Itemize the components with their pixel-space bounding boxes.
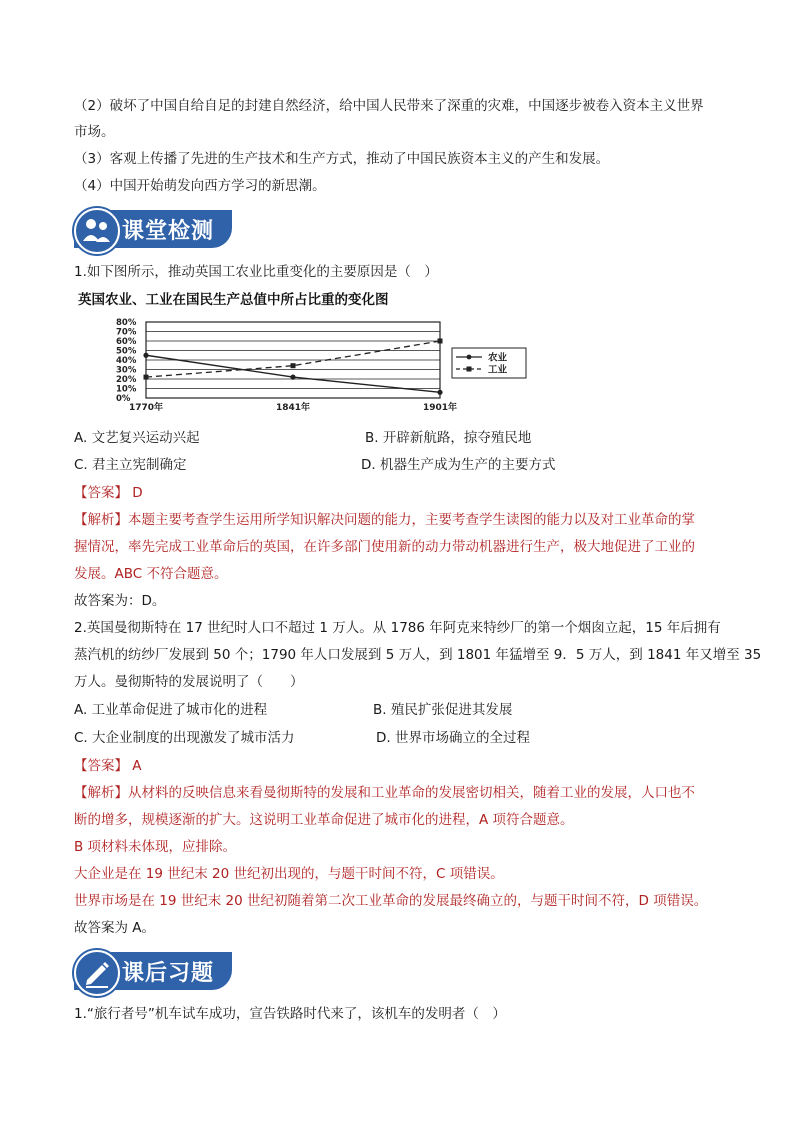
analysis-tag: 【解析】: [74, 512, 128, 528]
q1-analysis-text-1: 本题主要考查学生运用所学知识解决问题的能力，主要考查学生读图的能力以及对工业革命的掌: [128, 512, 695, 528]
q2-analysis-5: 世界市场是在 19 世纪末 20 世纪初随着第二次工业革命的发展最终确立的，与题干时间不符，D 项错误。: [74, 893, 708, 909]
q2-stem-3: 万人。曼彻斯特的发展说明了（ ）: [74, 674, 304, 690]
x-tick-label: 1841年: [275, 403, 311, 413]
q1-analysis-1: [74, 510, 695, 530]
section-title: 课堂检测: [122, 219, 215, 244]
x-tick-label: 1770年: [128, 403, 164, 413]
legend-label: 农业: [488, 352, 508, 364]
people-icon: [74, 208, 120, 254]
data-point: [290, 375, 295, 380]
legend-label: 工业: [488, 364, 508, 376]
data-point: [438, 339, 443, 344]
q2-answer: A: [132, 758, 142, 774]
answer-tag: 【答案】: [74, 485, 128, 501]
y-tick-label: 10%: [116, 384, 137, 395]
q2-stem-2: 蒸汽机的纺纱厂发展到 50 个；1790 年人口发展到 5 万人，到 1801 年猛增至 9．5 万人，到 1841 年又增至 35: [74, 647, 762, 663]
q1-stem: 1.如下图所示，推动英国工农业比重变化的主要原因是（ ）: [74, 264, 438, 280]
q2-option-b[interactable]: B. 殖民扩张促进其发展: [373, 702, 513, 718]
q1-option-b[interactable]: B. 开辟新航路，掠夺殖民地: [365, 430, 532, 446]
chart: [74, 290, 594, 420]
legend-marker: [467, 355, 472, 360]
data-point: [291, 363, 296, 368]
q2-analysis-1: [74, 783, 695, 803]
q2-conclusion: 故答案为 A。: [74, 920, 156, 936]
data-point: [144, 375, 149, 380]
x-tick-label: 1901年: [422, 403, 458, 413]
series-line-industry: [146, 341, 440, 377]
data-point: [143, 353, 148, 358]
analysis-tag: 【解析】: [74, 785, 128, 801]
q2-stem-1: 2.英国曼彻斯特在 17 世纪时人口不超过 1 万人。从 1786 年阿克来特纱厂的第一个烟囱立起，15 年后拥有: [74, 620, 721, 636]
y-tick-label: 60%: [116, 337, 137, 347]
y-tick-label: 40%: [116, 356, 137, 366]
q2-analysis-2: 断的增多，规模逐渐的扩大。这说明工业革命促进了城市化的进程，A 项符合题意。: [74, 812, 574, 828]
pencil-icon: [74, 950, 120, 996]
q2-answer-line: [74, 756, 142, 776]
legend-marker: [467, 367, 472, 372]
section-title: 课后习题: [122, 961, 215, 986]
intro-line-3: （3）客观上传播了先进的生产技术和生产方式，推动了中国民族资本主义的产生和发展。: [74, 151, 610, 167]
section-banner-classroom-check: [74, 208, 244, 248]
q2-analysis-3: B 项材料未体现，应排除。: [74, 839, 237, 855]
data-point: [437, 390, 442, 395]
y-tick-label: 20%: [116, 375, 137, 385]
y-tick-label: 0%: [116, 394, 131, 404]
q1-answer-line: [74, 483, 143, 503]
q2-option-a[interactable]: A. 工业革命促进了城市化的进程: [74, 702, 268, 718]
q1-option-a[interactable]: A. 文艺复兴运动兴起: [74, 430, 200, 446]
y-tick-label: 80%: [116, 318, 137, 328]
q1-answer: D: [132, 485, 143, 501]
chart-title: 英国农业、工业在国民生产总值中所占比重的变化图: [78, 292, 389, 308]
answer-tag: 【答案】: [74, 758, 128, 774]
q2-option-d[interactable]: D. 世界市场确立的全过程: [376, 730, 530, 746]
intro-line-2: （2）破坏了中国自给自足的封建自然经济，给中国人民带来了深重的灾难，中国逐步被卷入资本主义世界: [74, 98, 704, 114]
q2-option-c[interactable]: C. 大企业制度的出现激发了城市活力: [74, 730, 295, 746]
q1-option-c[interactable]: C. 君主立宪制确定: [74, 457, 187, 473]
q2-analysis-4: 大企业是在 19 世纪末 20 世纪初出现的，与题干时间不符，C 项错误。: [74, 866, 504, 882]
y-tick-label: 70%: [116, 327, 137, 338]
q1-option-d[interactable]: D. 机器生产成为生产的主要方式: [361, 457, 556, 473]
section-banner-homework: [74, 950, 244, 990]
intro-line-4: （4）中国开始萌发向西方学习的新思潮。: [74, 178, 326, 194]
q1-conclusion: 故答案为：D。: [74, 593, 166, 609]
y-tick-label: 30%: [116, 365, 137, 376]
y-tick-label: 50%: [116, 346, 137, 357]
intro-line-2-cont: 市场。: [74, 124, 115, 140]
q1-analysis-3: 发展。ABC 不符合题意。: [74, 566, 228, 582]
q2-analysis-text-1: 从材料的反映信息来看曼彻斯特的发展和工业革命的发展密切相关，随着工业的发展，人口也不: [128, 785, 695, 801]
q3-stem: 1.“旅行者号”机车试车成功，宣告铁路时代来了，该机车的发明者（ ）: [74, 1006, 506, 1022]
chart-svg: [74, 290, 594, 420]
q1-analysis-2: 握情况，率先完成工业革命后的英国，在许多部门使用新的动力带动机器进行生产，极大地促进了工业的: [74, 539, 695, 555]
